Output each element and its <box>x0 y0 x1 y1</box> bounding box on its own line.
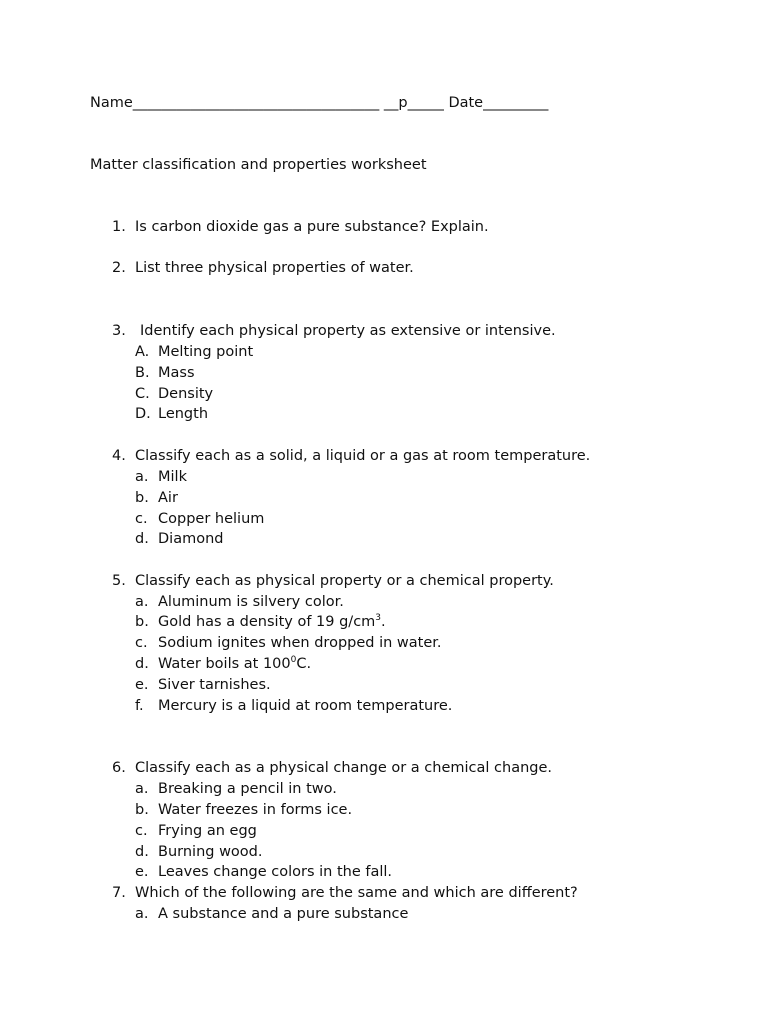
item-text: Water freezes in forms ice. <box>158 802 353 818</box>
item-text: Burning wood. <box>158 844 263 860</box>
item-text: Breaking a pencil in two. <box>158 781 337 797</box>
item-text-after: C. <box>296 656 312 672</box>
item-text: Length <box>158 406 209 422</box>
item-label: A. <box>135 344 150 360</box>
item-text: Siver tarnishes. <box>158 677 271 693</box>
item-label: a. <box>135 594 149 610</box>
question-number: 2. <box>112 260 126 276</box>
item-text: Frying an egg <box>158 823 257 839</box>
item-text: Air <box>158 490 178 506</box>
item-label: d. <box>135 844 149 860</box>
question-text: Classify each as a solid, a liquid or a gas at room temperature. <box>135 448 591 464</box>
item-label: a. <box>135 781 149 797</box>
question-number: 1. <box>112 219 126 235</box>
item-text: Melting point <box>158 344 254 360</box>
item-label: a. <box>135 906 149 922</box>
question-text: Is carbon dioxide gas a pure substance? Explain. <box>135 219 489 235</box>
name-date-line: Name__________________________________ __p_____ Date_________ <box>90 95 549 111</box>
item-text: A substance and a pure substance <box>158 906 409 922</box>
item-label: c. <box>135 823 148 839</box>
item-label: e. <box>135 864 149 880</box>
item-label: C. <box>135 386 150 402</box>
item-text: Aluminum is silvery color. <box>158 594 344 610</box>
item-text: Mercury is a liquid at room temperature. <box>158 698 453 714</box>
item-label: d. <box>135 656 149 672</box>
item-label: B. <box>135 365 150 381</box>
question-number: 4. <box>112 448 126 464</box>
question-number: 3. <box>112 323 126 339</box>
item-label: c. <box>135 511 148 527</box>
superscript: 3 <box>375 613 382 623</box>
item-text-main: Water boils at 100 <box>158 656 291 672</box>
question-text: Classify each as a physical change or a chemical change. <box>135 760 553 776</box>
superscript: 0 <box>290 655 297 665</box>
item-text: Sodium ignites when dropped in water. <box>158 635 442 651</box>
item-text-after: . <box>381 614 386 630</box>
item-text: Mass <box>158 365 195 381</box>
item-text: Leaves change colors in the fall. <box>158 864 393 880</box>
item-label: b. <box>135 614 149 630</box>
item-text-main: Gold has a density of 19 g/cm <box>158 614 376 630</box>
item-text: Diamond <box>158 531 224 547</box>
item-text: Density <box>158 386 214 402</box>
question-text: Classify each as physical property or a chemical property. <box>135 573 554 589</box>
question-number: 6. <box>112 760 126 776</box>
question-text: Which of the following are the same and which are different? <box>135 885 578 901</box>
item-text: Milk <box>158 469 187 485</box>
item-label: b. <box>135 490 149 506</box>
question-number: 5. <box>112 573 126 589</box>
item-text: Copper helium <box>158 511 265 527</box>
item-label: d. <box>135 531 149 547</box>
question-text: List three physical properties of water. <box>135 260 414 276</box>
item-label: a. <box>135 469 149 485</box>
item-text <box>158 655 311 675</box>
item-label: c. <box>135 635 148 651</box>
worksheet-title: Matter classification and properties worksheet <box>90 157 427 173</box>
item-label: f. <box>135 698 144 714</box>
question-number: 7. <box>112 885 126 901</box>
item-label: D. <box>135 406 151 422</box>
question-text: Identify each physical property as extensive or intensive. <box>140 323 556 339</box>
item-text <box>158 613 386 633</box>
item-label: b. <box>135 802 149 818</box>
item-label: e. <box>135 677 149 693</box>
